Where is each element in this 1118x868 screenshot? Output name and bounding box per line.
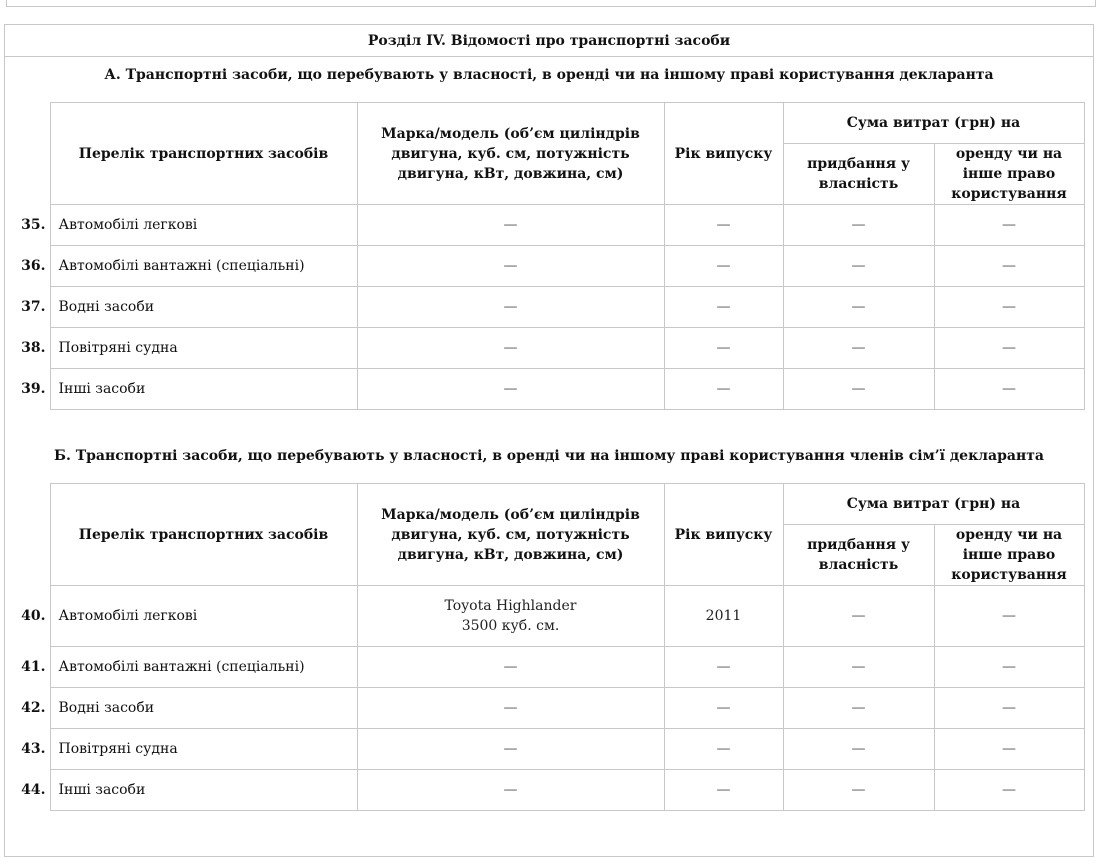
row-year: — — [664, 205, 783, 246]
row-brand: — — [357, 246, 664, 287]
row-rent: — — [934, 586, 1084, 647]
row-rent: — — [934, 328, 1084, 369]
section-title: Розділ IV. Відомості про транспортні засоби — [5, 25, 1093, 57]
header-list: Перелік транспортних засобів — [50, 103, 357, 205]
part-a-title: А. Транспортні засоби, що перебувають у власності, в оренді чи на іншому праві користування декларанта — [104, 67, 994, 83]
row-purchase: — — [783, 729, 934, 770]
table-row — [5, 287, 1084, 328]
row-brand: — — [357, 770, 664, 811]
part-a-table — [5, 102, 1085, 410]
row-brand — [357, 586, 664, 647]
row-year: — — [664, 287, 783, 328]
table-row — [5, 770, 1084, 811]
row-year: — — [664, 647, 783, 688]
row-number: 40. — [21, 608, 46, 624]
num-header-blank — [5, 103, 50, 205]
row-number: 44. — [21, 782, 46, 798]
row-rent: — — [934, 770, 1084, 811]
row-number: 35. — [21, 217, 46, 233]
row-vehicle-type: Водні засоби — [50, 688, 357, 729]
row-number: 43. — [21, 741, 46, 757]
row-vehicle-type: Автомобілі легкові — [50, 586, 357, 647]
num-header-blank — [5, 484, 50, 586]
row-purchase: — — [783, 205, 934, 246]
table-row — [5, 729, 1084, 770]
row-purchase: — — [783, 328, 934, 369]
row-vehicle-type: Автомобілі вантажні (спеціальні) — [50, 647, 357, 688]
table-header-row — [5, 484, 1084, 525]
row-number: 42. — [21, 700, 46, 716]
row-rent: — — [934, 729, 1084, 770]
header-year: Рік випуску — [664, 103, 783, 205]
row-purchase: — — [783, 369, 934, 410]
part-b-title: Б. Транспортні засоби, що перебувають у власності, в оренді чи на іншому праві користування членів сім’ї декларанта — [54, 448, 1044, 464]
row-year: — — [664, 688, 783, 729]
row-number: 39. — [21, 381, 46, 397]
table-row — [5, 328, 1084, 369]
row-number: 37. — [21, 299, 46, 315]
part-b-table — [5, 483, 1085, 811]
row-number: 41. — [21, 659, 46, 675]
row-brand: — — [357, 688, 664, 729]
row-year: — — [664, 246, 783, 287]
row-brand: — — [357, 369, 664, 410]
row-rent: — — [934, 647, 1084, 688]
row-number: 36. — [21, 258, 46, 274]
row-vehicle-type: Водні засоби — [50, 287, 357, 328]
row-vehicle-type: Повітряні судна — [50, 729, 357, 770]
engine-volume: 3500 куб. см. — [461, 618, 560, 634]
header-rent: оренду чи на інше право користування — [934, 144, 1084, 205]
section-vehicles — [4, 24, 1094, 857]
header-list: Перелік транспортних засобів — [50, 484, 357, 586]
previous-section-edge — [6, 0, 1096, 7]
row-purchase: — — [783, 770, 934, 811]
brand-model: Toyota Highlander — [444, 598, 577, 614]
row-number: 38. — [21, 340, 46, 356]
table-row — [5, 586, 1084, 647]
header-rent: оренду чи на інше право користування — [934, 525, 1084, 586]
row-year: — — [664, 770, 783, 811]
header-brand: Марка/модель (об’єм циліндрів двигуна, куб. см, потужність двигуна, кВт, довжина, см) — [357, 103, 664, 205]
header-brand: Марка/модель (об’єм циліндрів двигуна, куб. см, потужність двигуна, кВт, довжина, см) — [357, 484, 664, 586]
row-vehicle-type: Повітряні судна — [50, 328, 357, 369]
row-brand: — — [357, 729, 664, 770]
row-year: — — [664, 369, 783, 410]
row-rent: — — [934, 369, 1084, 410]
row-purchase: — — [783, 586, 934, 647]
row-rent: — — [934, 246, 1084, 287]
row-purchase: — — [783, 246, 934, 287]
row-purchase: — — [783, 688, 934, 729]
row-brand: — — [357, 647, 664, 688]
header-year: Рік випуску — [664, 484, 783, 586]
header-sum: Сума витрат (грн) на — [783, 103, 1084, 144]
row-brand: — — [357, 287, 664, 328]
row-brand: — — [357, 205, 664, 246]
row-purchase: — — [783, 287, 934, 328]
row-year: — — [664, 328, 783, 369]
row-rent: — — [934, 205, 1084, 246]
table-row — [5, 688, 1084, 729]
header-purchase: придбання у власність — [783, 525, 934, 586]
row-rent: — — [934, 287, 1084, 328]
table-row — [5, 647, 1084, 688]
row-brand: — — [357, 328, 664, 369]
table-row — [5, 369, 1084, 410]
row-year: 2011 — [664, 586, 783, 647]
table-header-row — [5, 103, 1084, 144]
header-purchase: придбання у власність — [783, 144, 934, 205]
table-row — [5, 246, 1084, 287]
row-vehicle-type: Автомобілі легкові — [50, 205, 357, 246]
row-rent: — — [934, 688, 1084, 729]
header-sum: Сума витрат (грн) на — [783, 484, 1084, 525]
row-vehicle-type: Інші засоби — [50, 369, 357, 410]
row-vehicle-type: Інші засоби — [50, 770, 357, 811]
row-year: — — [664, 729, 783, 770]
row-vehicle-type: Автомобілі вантажні (спеціальні) — [50, 246, 357, 287]
row-purchase: — — [783, 647, 934, 688]
table-row — [5, 205, 1084, 246]
